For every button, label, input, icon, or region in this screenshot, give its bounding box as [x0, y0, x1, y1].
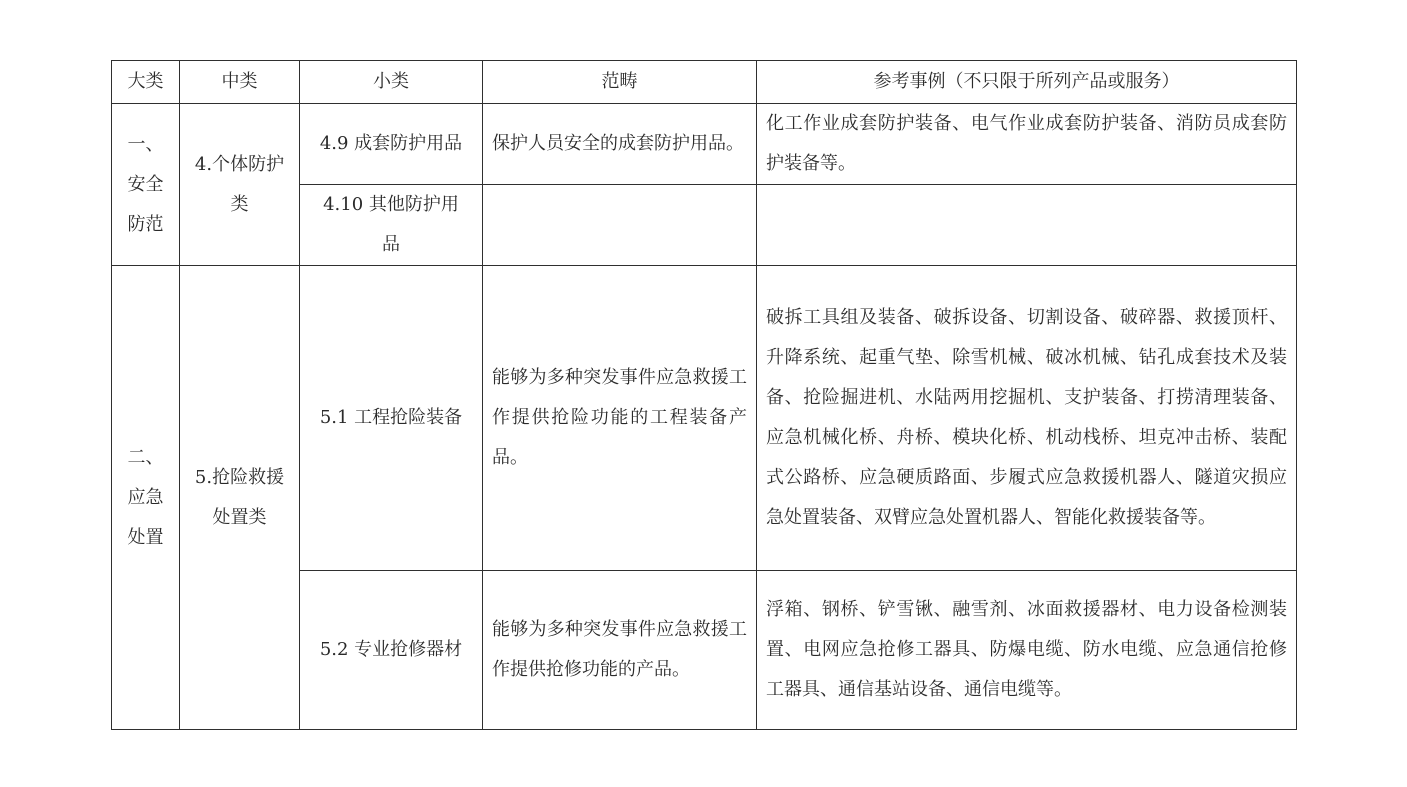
scope-cell: 保护人员安全的成套防护用品。: [483, 104, 757, 185]
middle-category-line: 类: [230, 193, 249, 215]
middle-category-cell: [180, 104, 300, 266]
minor-category-line: 品: [382, 234, 400, 255]
minor-category-line: 4.9 成套防护用品: [319, 133, 463, 154]
minor-category-cell: [300, 104, 483, 185]
table-row: [112, 266, 1297, 571]
major-category-line: 一、: [127, 133, 164, 155]
major-category-line: 安全: [127, 173, 164, 195]
header-scope: 范畴: [483, 61, 757, 104]
examples-cell: 浮箱、钢桥、铲雪锹、融雪剂、冰面救援器材、电力设备检测装置、电网应急抢修工器具、防爆电缆、防水电缆、应急通信抢修工器具、通信基站设备、通信电缆等。: [757, 571, 1297, 730]
classification-table: [111, 60, 1297, 730]
table-row: [112, 104, 1297, 185]
examples-cell: 破拆工具组及装备、破拆设备、切割设备、破碎器、救援顶杆、升降系统、起重气垫、除雪机械、破冰机械、钻孔成套技术及装备、抢险掘进机、水陆两用挖掘机、支护装备、打捞清理装备、应急机械化桥、舟桥、模块化桥、机动栈桥、坦克冲击桥、装配式公路桥、应急硬质路面、步履式应急救援机器人、隧道灾损应急处置装备、双臂应急处置机器人、智能化救援装备等。: [757, 266, 1297, 571]
middle-category-line: 4.个体防护: [194, 153, 285, 175]
scope-cell: [483, 185, 757, 266]
scope-cell: 能够为多种突发事件应急救援工作提供抢修功能的产品。: [483, 571, 757, 730]
examples-cell: 化工作业成套防护装备、电气作业成套防护装备、消防员成套防护装备等。: [757, 104, 1297, 185]
middle-category-line: 5.抢险救援: [194, 466, 285, 488]
examples-cell: [757, 185, 1297, 266]
header-row: [112, 61, 1297, 104]
header-middle: 中类: [180, 61, 300, 104]
minor-category-cell: [300, 571, 483, 730]
minor-category-line: 5.2 专业抢修器材: [319, 639, 463, 660]
header-major: 大类: [112, 61, 180, 104]
major-category-line: 防范: [127, 213, 164, 235]
minor-category-line: 5.1 工程抢险装备: [319, 407, 463, 428]
minor-category-cell: [300, 266, 483, 571]
header-minor: 小类: [300, 61, 483, 104]
major-category-line: 二、: [127, 446, 164, 468]
major-category-cell: [112, 266, 180, 730]
middle-category-line: 处置类: [212, 506, 267, 528]
minor-category-line: 4.10 其他防护用: [323, 194, 459, 215]
minor-category-cell: [300, 185, 483, 266]
middle-category-cell: [180, 266, 300, 730]
header-examples: 参考事例（不只限于所列产品或服务）: [757, 61, 1297, 104]
major-category-cell: [112, 104, 180, 266]
scope-cell: 能够为多种突发事件应急救援工作提供抢险功能的工程装备产品。: [483, 266, 757, 571]
major-category-line: 处置: [127, 526, 164, 548]
major-category-line: 应急: [127, 486, 164, 508]
